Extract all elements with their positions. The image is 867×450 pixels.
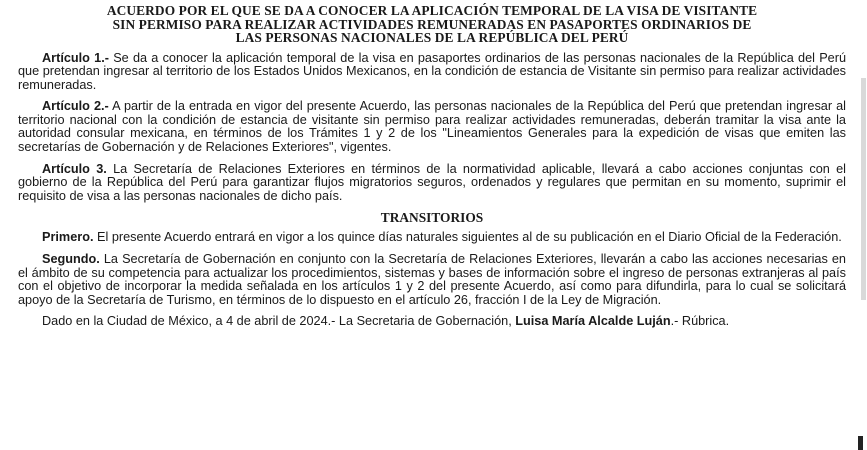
transitorio-primero xyxy=(18,231,846,245)
closing-prefix: Dado en la Ciudad de México, a 4 de abril de 2024.- La Secretaria de Gobernación, xyxy=(42,314,516,329)
article-3-text: La Secretaría de Relaciones Exteriores en términos de la normatividad aplicable, llevará a cabo acciones conjuntas con el gobierno de la República del Perú para garantizar flujos migratorios seguros, ordenados y regulares que permitan en su momento, suprimir el requisito de visa a las personas nacionales de dicho país. xyxy=(18,161,846,203)
title-line-3: LAS PERSONAS NACIONALES DE LA REPÚBLICA DEL PERÚ xyxy=(235,30,629,45)
article-3-label: Artículo 3. xyxy=(42,161,107,176)
article-2-text: A partir de la entrada en vigor del presente Acuerdo, las personas nacionales de la República del Perú que pretendan ingresar al territorio nacional con la condición de estancia de visitante sin permiso para realizar actividades remuneradas, deberán tramitar la visa ante la autoridad consular mexicana, en términos de los Trámites 1 y 2 de los "Lineamientos Generales para la expedición de visas que emiten las secretarías de Gobernación y de Relaciones Exteriores", vigentes. xyxy=(18,99,847,155)
article-3 xyxy=(18,163,846,204)
title-line-2: SIN PERMISO PARA REALIZAR ACTIVIDADES REMUNERADAS EN PASAPORTES ORDINARIOS DE xyxy=(112,16,752,32)
article-1-label: Artículo 1.- xyxy=(42,50,109,65)
article-1-text: Se da a conocer la aplicación temporal de la visa en pasaportes ordinarios de las personas nacionales de la República del Perú que pretendan ingresar al territorio de los Estados Unidos Mexicanos, en la condición de estancia de Visitante sin permiso para realizar actividades remuneradas. xyxy=(18,50,846,92)
closing-suffix: .- Rúbrica. xyxy=(670,314,730,329)
transitorio-primero-text: El presente Acuerdo entrará en vigor a los quince días naturales siguientes al de su publicación en el Diario Oficial de la Federación. xyxy=(93,230,842,245)
article-2-label: Artículo 2.- xyxy=(42,99,109,114)
transitorio-segundo xyxy=(18,253,846,307)
transitorio-segundo-label: Segundo. xyxy=(42,252,100,267)
vertical-scrollbar[interactable] xyxy=(859,0,867,450)
document-body xyxy=(18,4,846,329)
transitorio-segundo-text: La Secretaría de Gobernación en conjunto con la Secretaría de Relaciones Exteriores, llevarán a cabo las acciones necesarias en el ámbito de su competencia para actualizar los procedimientos, sistemas y bases de información sobre el ingreso de personas extranjeras al país con el objetivo de incorporar la medida señalada en los artículos 1 y 2 del presente Acuerdo, así como para difundirla, para lo cual se solicitará apoyo de la Secretaría de Turismo, en términos de lo dispuesto en el artículo 26, fracción I de la Ley de Migración. xyxy=(18,252,846,307)
closing-signature-line xyxy=(18,315,846,329)
page-edge-marker xyxy=(858,436,863,450)
document-title xyxy=(18,4,846,45)
scrollbar-thumb[interactable] xyxy=(861,78,866,300)
signer-name: Luisa María Alcalde Luján xyxy=(515,314,671,329)
article-1 xyxy=(18,52,846,93)
transitorios-heading: TRANSITORIOS xyxy=(380,210,484,226)
title-line-1: ACUERDO POR EL QUE SE DA A CONOCER LA APLICACIÓN TEMPORAL DE LA VISA DE VISITANTE xyxy=(106,3,758,18)
article-2 xyxy=(18,100,846,154)
transitorio-primero-label: Primero. xyxy=(42,230,94,245)
